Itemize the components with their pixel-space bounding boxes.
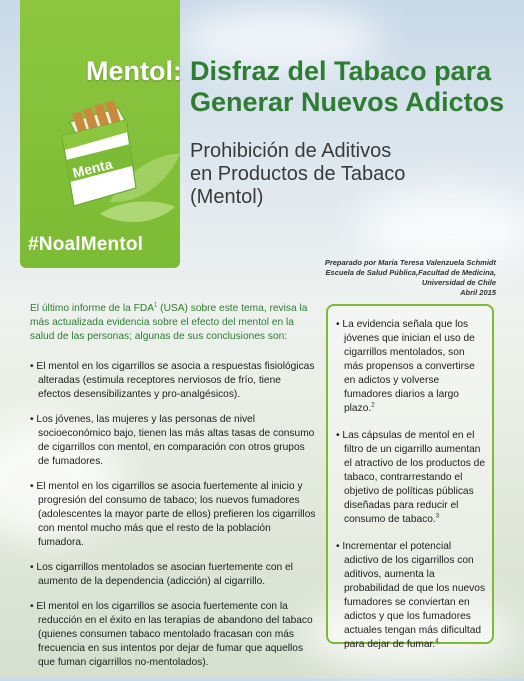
- intro-after: (USA) sobre este tema, revisa la más actualizada evidencia sobre el efecto del mentol en la salud de las personas; algunas de sus conclusiones son:: [30, 303, 308, 342]
- footnote-ref: 3: [435, 513, 440, 520]
- intro-paragraph: [30, 302, 316, 344]
- list-item: • Los cigarrillos mentolados se asocian fuertemente con el aumento de la dependencia (adicción) al cigarrillo.: [30, 561, 316, 589]
- intro-before: El último informe de la FDA: [30, 303, 154, 314]
- conclusions-list: [30, 360, 316, 670]
- title-line-1: Disfraz del Tabaco para: [190, 56, 492, 86]
- list-item: [336, 318, 486, 416]
- author-credits: [256, 258, 496, 298]
- subtitle-line-2: en Productos de Tabaco: [190, 163, 406, 185]
- subtitle: [190, 140, 490, 209]
- credits-line-2: Escuela de Salud Pública,Facultad de Medicina,: [325, 268, 496, 277]
- subtitle-line-1: Prohibición de Aditivos: [190, 140, 392, 162]
- list-item: • El mentol en los cigarrillos se asocia fuertemente con la reducción en el éxito en las terapias de abandono del tabaco (quienes consumen tabaco mentolado fracasan con más frecuencia en sus intentos por dejar de fumar que aquellos que fuman cigarrillos no-mentolados).: [30, 600, 316, 670]
- list-item: • Los jóvenes, las mujeres y las personas de nivel socioeconómico bajo, tienen las más altas tasas de consumo de cigarrillos con mentol, en comparación con otros grupos de fumadores.: [30, 413, 316, 469]
- footnote-ref: 4: [435, 638, 439, 645]
- pack-label: Menta: [70, 155, 114, 181]
- credits-line-3: Universidad de Chile: [421, 278, 496, 287]
- title-line-2: Generar Nuevos Adictos: [190, 87, 505, 117]
- credits-line-1: Preparado por María Teresa Valenzuela Schmidt: [324, 258, 496, 267]
- list-item: [336, 540, 486, 652]
- evidence-text: La evidencia señala que los jóvenes que inician el uso de cigarrillos mentolados, son más propensos a convertirse en adictos y volverse fumadores diarios a largo plazo.: [342, 319, 475, 414]
- evidence-text: Incrementar el potencial adictivo de los cigarrillos con aditivos, aumenta la probabilidad de que los nuevos fumadores se conviertan en adictos y que los fumadores actuales tengan más dificultad para dejar de fumar.: [342, 541, 486, 650]
- list-item: • El mentol en los cigarrillos se asocia fuertemente al inicio y progresión del consumo de tabaco; los nuevos fumadores (adolescentes la mayor parte de ellos) prefieren los cigarrillos con mentol mucho más que el resto de la población fumadora.: [30, 480, 316, 550]
- list-item: [336, 429, 486, 527]
- subtitle-line-3: (Mentol): [190, 186, 264, 208]
- list-item: • El mentol en los cigarrillos se asocia a respuestas fisiológicas alteradas (estimula receptores nerviosos de frío, tiene efectos desensibilizantes y pro-analgésicos).: [30, 360, 316, 402]
- title-prefix: Mentol:: [86, 56, 182, 86]
- page-title: [190, 56, 510, 118]
- evidence-text: Las cápsulas de mentol en el filtro de un cigarrillo aumentan el atractivo de los productos de tabaco, contrarrestando el objetivo de políticas públicas diseñadas para reducir el consumo de tabaco.: [342, 430, 486, 525]
- footnote-ref: 2: [371, 402, 375, 409]
- footnote-ref: 1: [154, 302, 158, 309]
- menthol-cigarette-pack-illustration: [40, 92, 180, 227]
- left-column: [30, 302, 316, 681]
- hashtag: #NoalMentol: [28, 234, 144, 255]
- credits-line-4: Abril 2015: [460, 288, 496, 297]
- intro-text: [30, 303, 307, 342]
- evidence-box: [326, 304, 494, 650]
- evidence-list: [336, 318, 486, 652]
